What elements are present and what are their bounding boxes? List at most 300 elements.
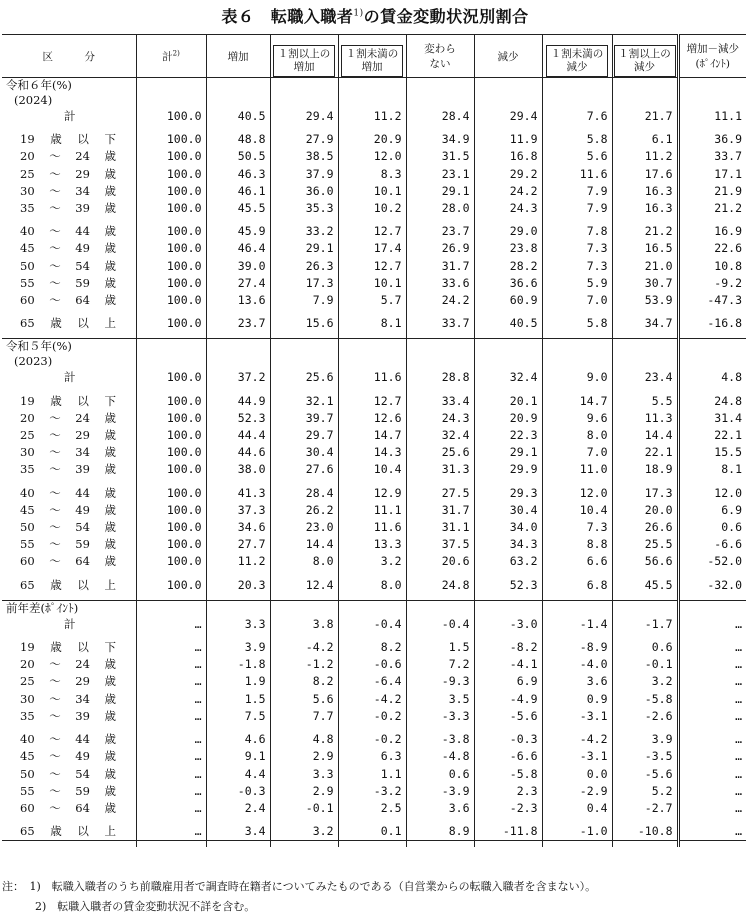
title-rest: の賃金変動状況別割合 [363, 7, 529, 26]
table-cell: 21.0 [612, 258, 678, 275]
table-cell: 8.0 [338, 577, 406, 594]
table-cell: 34.6 [206, 519, 270, 536]
table-cell: 8.1 [678, 461, 746, 478]
table-cell: -16.8 [678, 315, 746, 332]
table-cell: 6.1 [612, 131, 678, 148]
table-cell: 37.2 [206, 369, 270, 386]
row-label: 計 [64, 109, 76, 123]
table-cell: 7.3 [542, 240, 612, 257]
table-cell: 40.5 [206, 108, 270, 125]
table-cell: 52.3 [206, 410, 270, 427]
table-cell: 5.8 [542, 315, 612, 332]
table-cell: 10.4 [542, 502, 612, 519]
table-cell: -52.0 [678, 553, 746, 570]
table-cell: … [136, 800, 206, 817]
table-cell: 31.3 [406, 461, 474, 478]
table-cell: 40.5 [474, 315, 542, 332]
table-cell: 7.5 [206, 708, 270, 725]
table-cell: 100.0 [136, 166, 206, 183]
table-cell: -10.8 [612, 823, 678, 841]
table-cell: 24.2 [474, 183, 542, 200]
header-total: 計$^{2)}$ [136, 35, 206, 78]
table-cell: 31.7 [406, 502, 474, 519]
table-cell: 10.1 [338, 183, 406, 200]
table-row [2, 616, 746, 633]
table-cell: 0.0 [542, 766, 612, 783]
table-cell: 7.8 [542, 223, 612, 240]
table-cell: 29.9 [474, 461, 542, 478]
table-cell: -4.2 [270, 639, 338, 656]
table-cell: … [678, 823, 746, 841]
table-cell: … [136, 673, 206, 690]
table-cell: 100.0 [136, 553, 206, 570]
table-cell: 5.8 [542, 131, 612, 148]
table-cell: 6.8 [542, 577, 612, 594]
table-cell: -5.8 [612, 691, 678, 708]
table-cell: … [136, 823, 206, 841]
table-cell: 16.3 [612, 200, 678, 217]
table-cell: 3.9 [206, 639, 270, 656]
table-cell: 11.2 [612, 148, 678, 165]
table-cell: … [678, 639, 746, 656]
table-cell: … [678, 656, 746, 673]
table-cell: 2.9 [270, 748, 338, 765]
table-cell: 100.0 [136, 577, 206, 594]
table-cell: 30.4 [474, 502, 542, 519]
section-year: (2024) [14, 93, 53, 107]
table-cell: 39.0 [206, 258, 270, 275]
table-cell: … [678, 691, 746, 708]
table-cell: 16.3 [612, 183, 678, 200]
table-cell: -3.2 [338, 783, 406, 800]
table-cell: -0.2 [338, 708, 406, 725]
note-2: 2) 転職入職者の賃金変動状況不詳を含む。 [2, 900, 256, 913]
wage-change-table [2, 34, 746, 847]
table-cell: 11.3 [612, 410, 678, 427]
table-cell: 27.9 [270, 131, 338, 148]
table-cell: -2.7 [612, 800, 678, 817]
row-label: 55 ～ 59 歳 [20, 537, 116, 552]
table-cell: -3.5 [612, 748, 678, 765]
table-cell: 100.0 [136, 131, 206, 148]
table-row [2, 275, 746, 292]
table-cell: 26.2 [270, 502, 338, 519]
table-cell: -9.2 [678, 275, 746, 292]
table-cell: 12.9 [338, 485, 406, 502]
table-cell: -1.2 [270, 656, 338, 673]
table-cell: 50.5 [206, 148, 270, 165]
table-row [2, 444, 746, 461]
table-cell: 8.0 [542, 427, 612, 444]
row-label: 65 歳 以 上 [20, 316, 116, 331]
table-cell: 36.9 [678, 131, 746, 148]
section-label: 前年差(ﾎﾟｲﾝﾄ) [2, 600, 136, 616]
table-cell: 100.0 [136, 258, 206, 275]
table-cell: 8.0 [270, 553, 338, 570]
table-cell: 100.0 [136, 315, 206, 332]
table-cell: 7.9 [542, 183, 612, 200]
table-cell: -4.2 [542, 731, 612, 748]
table-cell: 37.9 [270, 166, 338, 183]
table-cell: 3.8 [270, 616, 338, 633]
table-cell: 21.9 [678, 183, 746, 200]
table-cell: -4.0 [542, 656, 612, 673]
table-cell: 35.3 [270, 200, 338, 217]
table-row [2, 708, 746, 725]
table-cell: 8.1 [338, 315, 406, 332]
table-cell: 21.2 [612, 223, 678, 240]
table-cell: 29.4 [270, 108, 338, 125]
table-cell: 1.9 [206, 673, 270, 690]
table-cell: -2.9 [542, 783, 612, 800]
table-row [2, 354, 746, 369]
table-row [2, 639, 746, 656]
table-cell: 63.2 [474, 553, 542, 570]
table-cell: 45.5 [612, 577, 678, 594]
table-cell: 3.5 [406, 691, 474, 708]
table-cell: -0.1 [270, 800, 338, 817]
table-row [2, 240, 746, 257]
table-cell: 14.7 [338, 427, 406, 444]
table-cell: 100.0 [136, 485, 206, 502]
table-cell: -8.2 [474, 639, 542, 656]
table-cell: 56.6 [612, 553, 678, 570]
table-cell: 14.3 [338, 444, 406, 461]
table-cell: 33.4 [406, 393, 474, 410]
header-inc-over10: １割以上の増加 [270, 35, 338, 78]
row-label: 50 ～ 54 歳 [20, 258, 116, 273]
table-cell: -0.2 [338, 731, 406, 748]
table-cell: 100.0 [136, 148, 206, 165]
table-cell: 34.0 [474, 519, 542, 536]
table-cell: 39.7 [270, 410, 338, 427]
table-cell: 44.6 [206, 444, 270, 461]
table-row [2, 369, 746, 386]
table-cell: 3.9 [612, 731, 678, 748]
table-row [2, 841, 746, 848]
table-cell: 11.6 [338, 369, 406, 386]
table-cell: 8.2 [270, 673, 338, 690]
table-cell: 8.3 [338, 166, 406, 183]
table-cell: 5.2 [612, 783, 678, 800]
table-cell: 20.6 [406, 553, 474, 570]
table-cell: … [136, 731, 206, 748]
table-row [2, 577, 746, 594]
row-label: 計 [64, 370, 76, 385]
table-cell: 13.3 [338, 536, 406, 553]
table-cell: -3.9 [406, 783, 474, 800]
table-cell: 22.1 [612, 444, 678, 461]
table-cell: 33.7 [678, 148, 746, 165]
table-cell: 29.1 [474, 444, 542, 461]
row-label: 20 ～ 24 歳 [20, 410, 116, 425]
table-cell: 20.0 [612, 502, 678, 519]
table-cell: 28.2 [474, 258, 542, 275]
table-cell: 21.7 [612, 108, 678, 125]
table-cell: 0.6 [678, 519, 746, 536]
row-label: 25 ～ 29 歳 [20, 674, 116, 689]
table-cell: 5.7 [338, 292, 406, 309]
table-cell: -47.3 [678, 292, 746, 309]
table-cell: … [678, 800, 746, 817]
row-label: 45 ～ 49 歳 [20, 502, 116, 517]
table-cell: 1.1 [338, 766, 406, 783]
table-cell: 7.3 [542, 519, 612, 536]
table-cell: … [678, 766, 746, 783]
table-cell: -6.4 [338, 673, 406, 690]
table-cell: 27.4 [206, 275, 270, 292]
table-cell: 41.3 [206, 485, 270, 502]
table-cell: 21.2 [678, 200, 746, 217]
table-row [2, 553, 746, 570]
table-cell: 23.1 [406, 166, 474, 183]
table-row [2, 315, 746, 332]
table-cell: -6.6 [474, 748, 542, 765]
table-cell: … [136, 616, 206, 633]
table-cell: -5.8 [474, 766, 542, 783]
table-cell: -1.8 [206, 656, 270, 673]
table-row [2, 766, 746, 783]
table-cell: 11.1 [678, 108, 746, 125]
table-cell: 3.2 [338, 553, 406, 570]
table-cell: 27.5 [406, 485, 474, 502]
table-cell: 2.9 [270, 783, 338, 800]
table-row [2, 166, 746, 183]
table-cell: 100.0 [136, 223, 206, 240]
row-label: 計 [64, 616, 76, 631]
table-cell: 12.0 [542, 485, 612, 502]
table-cell: 38.0 [206, 461, 270, 478]
table-cell: 45.5 [206, 200, 270, 217]
table-cell: -5.6 [612, 766, 678, 783]
table-cell: 32.4 [474, 369, 542, 386]
table-cell: 0.4 [542, 800, 612, 817]
row-label: 19 歳 以 下 [20, 132, 116, 147]
row-label: 35 ～ 39 歳 [20, 462, 116, 477]
table-cell: 28.4 [406, 108, 474, 125]
table-cell: 100.0 [136, 519, 206, 536]
table-cell: 16.9 [678, 223, 746, 240]
table-cell: 3.2 [270, 823, 338, 841]
table-cell: 24.8 [678, 393, 746, 410]
header-increase: 増加 [206, 35, 270, 78]
table-cell: 36.0 [270, 183, 338, 200]
header-unchanged: 変わらない [406, 35, 474, 78]
table-cell: 20.1 [474, 393, 542, 410]
note-1: 注： 1) 転職入職者のうち前職雇用者で調査時在籍者についてみたものである（自営業からの転職入職者を含まない）。 [2, 880, 597, 893]
table-cell: 16.5 [612, 240, 678, 257]
table-cell: 10.2 [338, 200, 406, 217]
table-cell: 28.4 [270, 485, 338, 502]
table-cell: 34.9 [406, 131, 474, 148]
table-cell: 7.0 [542, 292, 612, 309]
table-cell: 6.6 [542, 553, 612, 570]
table-cell: 100.0 [136, 410, 206, 427]
table-cell: 3.3 [270, 766, 338, 783]
row-label: 65 歳 以 上 [2, 823, 136, 841]
table-cell: 4.8 [270, 731, 338, 748]
table-row [2, 148, 746, 165]
header-inc-under10: １割未満の増加 [338, 35, 406, 78]
table-row [2, 131, 746, 148]
row-label: 40 ～ 44 歳 [20, 224, 116, 239]
table-cell: 5.6 [270, 691, 338, 708]
row-label: 30 ～ 34 歳 [20, 445, 116, 460]
row-label: 50 ～ 54 歳 [20, 520, 116, 535]
row-label: 55 ～ 59 歳 [20, 783, 116, 798]
table-cell: … [678, 616, 746, 633]
section-year: (2023) [14, 354, 53, 369]
table-cell: 12.4 [270, 577, 338, 594]
table-cell: 32.4 [406, 427, 474, 444]
table-cell: 9.6 [542, 410, 612, 427]
table-cell: 3.6 [542, 673, 612, 690]
table-row [2, 536, 746, 553]
table-cell: 100.0 [136, 292, 206, 309]
table-row [2, 823, 746, 841]
table-cell: 24.3 [406, 410, 474, 427]
table-cell: 17.4 [338, 240, 406, 257]
row-label: 45 ～ 49 歳 [20, 241, 116, 256]
table-row [2, 783, 746, 800]
table-cell: 100.0 [136, 200, 206, 217]
table-cell: 12.0 [678, 485, 746, 502]
table-cell: 37.3 [206, 502, 270, 519]
table-cell: 20.9 [474, 410, 542, 427]
table-cell: 14.7 [542, 393, 612, 410]
row-label: 60 ～ 64 歳 [20, 554, 116, 569]
table-row [2, 339, 746, 355]
table-cell: 10.1 [338, 275, 406, 292]
table-cell: 31.5 [406, 148, 474, 165]
table-cell: 17.6 [612, 166, 678, 183]
table-row [2, 108, 746, 125]
table-cell: 30.4 [270, 444, 338, 461]
table-cell: 12.0 [338, 148, 406, 165]
table-cell: 20.9 [338, 131, 406, 148]
row-label: 35 ～ 39 歳 [20, 201, 116, 216]
table-cell: 23.4 [612, 369, 678, 386]
row-label: 40 ～ 44 歳 [20, 485, 116, 500]
table-cell: 28.8 [406, 369, 474, 386]
table-row [2, 461, 746, 478]
table-cell: 22.6 [678, 240, 746, 257]
table-cell: -1.7 [612, 616, 678, 633]
table-cell: 11.9 [474, 131, 542, 148]
table-cell: 28.0 [406, 200, 474, 217]
table-row [2, 748, 746, 765]
table-row [2, 502, 746, 519]
table-cell: -6.6 [678, 536, 746, 553]
header-dec-over10: １割以上の減少 [612, 35, 678, 78]
table-cell: 7.0 [542, 444, 612, 461]
row-label: 30 ～ 34 歳 [20, 183, 116, 198]
section-label: 令和５年(%) [2, 339, 136, 355]
table-cell: 17.1 [678, 166, 746, 183]
table-cell: 100.0 [136, 240, 206, 257]
table-cell: 25.5 [612, 536, 678, 553]
table-cell: 46.4 [206, 240, 270, 257]
table-cell: 29.1 [406, 183, 474, 200]
table-cell: 48.8 [206, 131, 270, 148]
table-cell: 37.5 [406, 536, 474, 553]
row-label: 40 ～ 44 歳 [20, 732, 116, 747]
title-main: 表６ 転職入職者 [221, 7, 354, 26]
row-label: 35 ～ 39 歳 [20, 708, 116, 723]
header-dec-under10: １割未満の減少 [542, 35, 612, 78]
table-cell: -4.1 [474, 656, 542, 673]
table-cell: … [136, 766, 206, 783]
table-row [2, 673, 746, 690]
table-cell: … [136, 708, 206, 725]
table-cell: -0.4 [338, 616, 406, 633]
title-footnote-ref: 1) [353, 8, 364, 19]
table-cell: -2.6 [612, 708, 678, 725]
table-row [2, 427, 746, 444]
table-cell: 26.6 [612, 519, 678, 536]
table-cell: -5.6 [474, 708, 542, 725]
table-cell: 29.7 [270, 427, 338, 444]
table-cell: 22.3 [474, 427, 542, 444]
table-cell: 100.0 [136, 461, 206, 478]
table-row [2, 519, 746, 536]
table-row [2, 223, 746, 240]
row-label: 19 歳 以 下 [20, 640, 116, 655]
table-cell: 100.0 [136, 275, 206, 292]
table-cell: 9.0 [542, 369, 612, 386]
row-label: 45 ～ 49 歳 [20, 749, 116, 764]
table-cell: -4.9 [474, 691, 542, 708]
table-cell: 44.4 [206, 427, 270, 444]
table-row [2, 292, 746, 309]
table-cell: 0.9 [542, 691, 612, 708]
table-cell: 8.2 [338, 639, 406, 656]
table-cell: 100.0 [136, 536, 206, 553]
table-cell: 26.9 [406, 240, 474, 257]
table-cell: 33.6 [406, 275, 474, 292]
table-cell: 2.5 [338, 800, 406, 817]
table-cell: 32.1 [270, 393, 338, 410]
table-row [2, 200, 746, 217]
table-cell: 11.1 [338, 502, 406, 519]
table-cell: 100.0 [136, 183, 206, 200]
table-cell: 7.2 [406, 656, 474, 673]
header-category: 区 分 [2, 35, 136, 78]
row-label: 25 ～ 29 歳 [20, 428, 116, 443]
table-cell: -3.1 [542, 708, 612, 725]
table-cell: 100.0 [136, 108, 206, 125]
table-row [2, 731, 746, 748]
table-cell: 100.0 [136, 393, 206, 410]
table-cell: 20.3 [206, 577, 270, 594]
table-cell: -11.8 [474, 823, 542, 841]
table-cell: -4.2 [338, 691, 406, 708]
table-row [2, 78, 746, 94]
table-cell: 14.4 [612, 427, 678, 444]
row-label: 50 ～ 54 歳 [20, 766, 116, 781]
table-cell: 1.5 [206, 691, 270, 708]
table-cell: 60.9 [474, 292, 542, 309]
table-cell: … [136, 748, 206, 765]
table-cell: 3.2 [612, 673, 678, 690]
table-cell: 38.5 [270, 148, 338, 165]
table-cell: 3.6 [406, 800, 474, 817]
table-cell: 30.7 [612, 275, 678, 292]
table-cell: 2.4 [206, 800, 270, 817]
table-cell: -0.6 [338, 656, 406, 673]
table-cell: 23.7 [206, 315, 270, 332]
table-cell: 9.1 [206, 748, 270, 765]
